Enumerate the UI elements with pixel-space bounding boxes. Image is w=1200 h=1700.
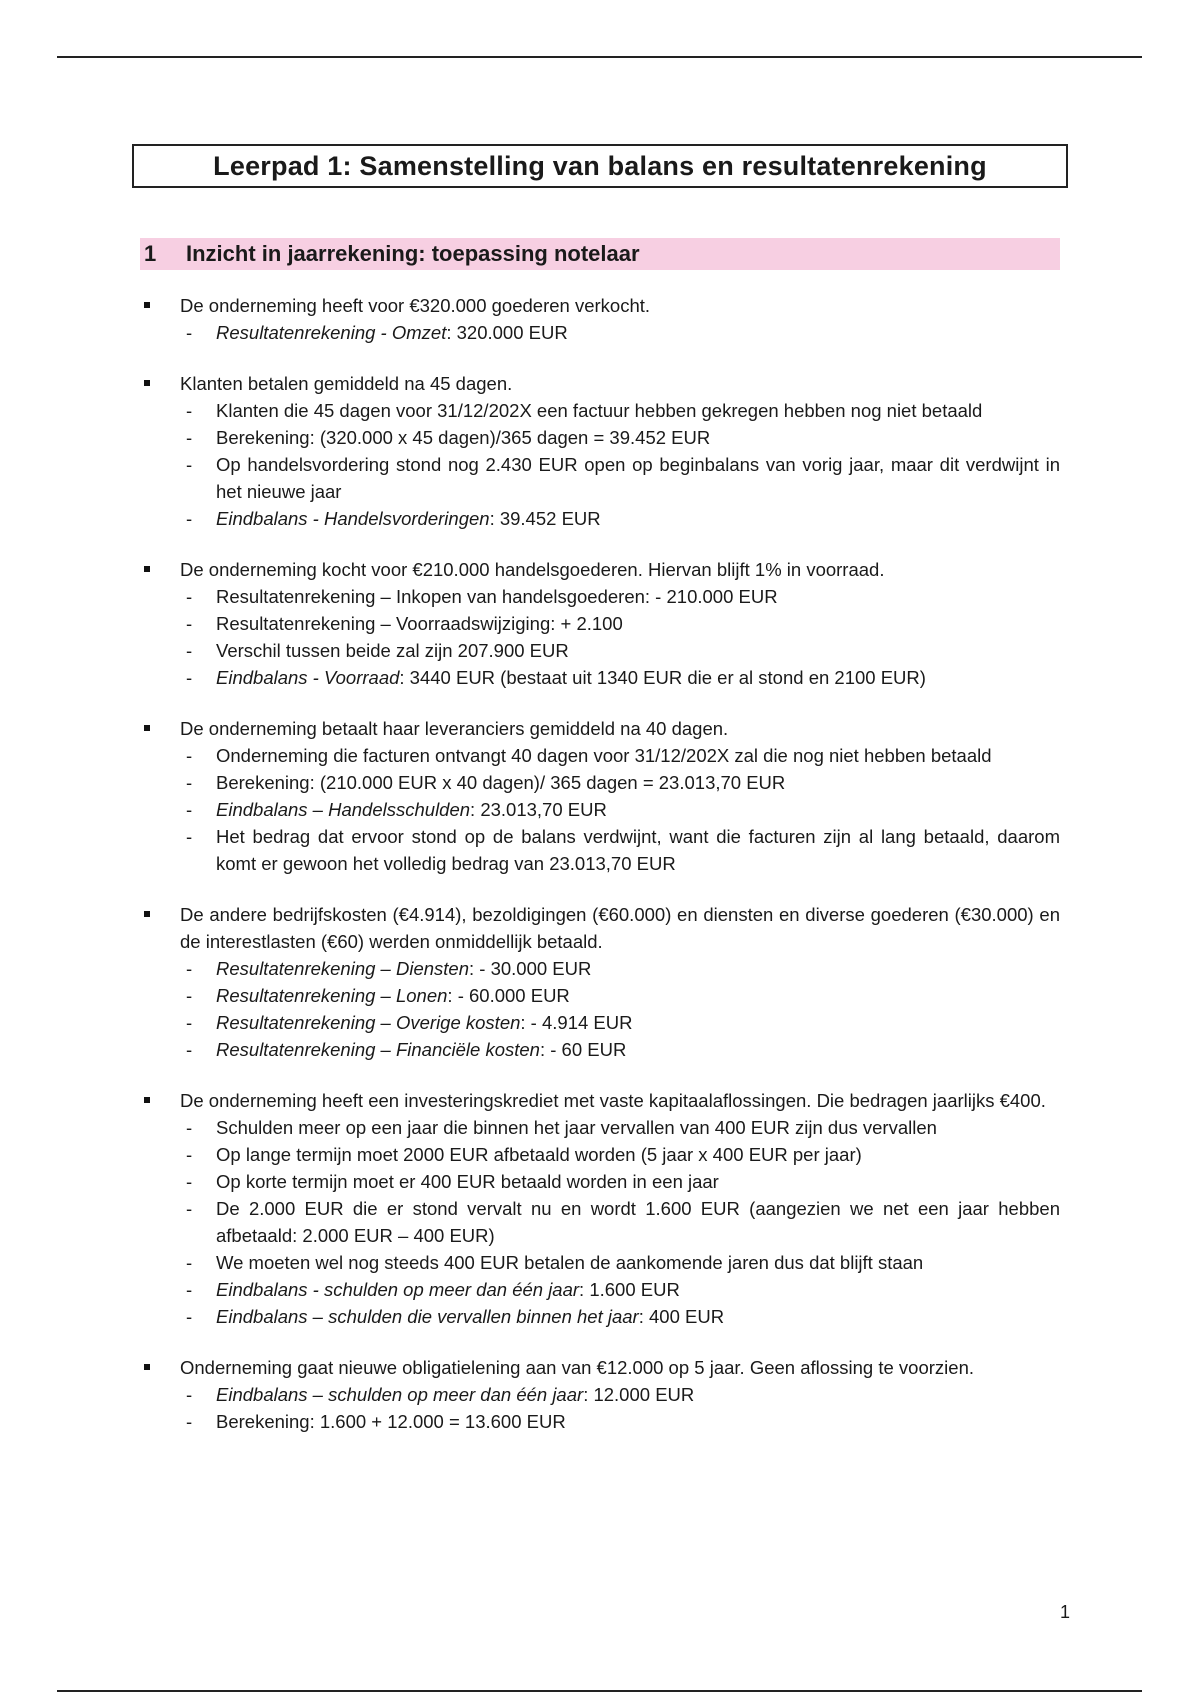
sub-item-text: : 3440 EUR (bestaat uit 1340 EUR die er al stond en 2100 EUR)	[399, 667, 926, 688]
section-number: 1	[144, 241, 157, 266]
header-rule	[57, 56, 1142, 58]
sub-item	[180, 1303, 1060, 1330]
sub-item-label: Eindbalans - Handelsvorderingen	[216, 508, 490, 529]
sub-item-text: Op korte termijn moet er 400 EUR betaald worden in een jaar	[216, 1171, 719, 1192]
sub-item-label: Eindbalans – schulden die vervallen binnen het jaar	[216, 1306, 639, 1327]
sub-item	[180, 769, 1060, 796]
sub-item	[180, 1408, 1060, 1435]
dash-icon: -	[186, 1198, 193, 1219]
bullet-square-icon	[144, 725, 150, 731]
dash-icon: -	[186, 1039, 193, 1060]
bullet-square-icon	[144, 1097, 150, 1103]
bullet-item	[140, 292, 1060, 346]
sub-item-text: : - 60.000 EUR	[447, 985, 570, 1006]
bullet-text: De onderneming heeft voor €320.000 goederen verkocht.	[180, 295, 651, 316]
dash-icon: -	[186, 1117, 193, 1138]
sub-list	[180, 742, 1060, 877]
sub-item-text: Op lange termijn moet 2000 EUR afbetaald worden (5 jaar x 400 EUR per jaar)	[216, 1144, 862, 1165]
page-number: 1	[1059, 1602, 1070, 1622]
dash-icon: -	[186, 322, 193, 343]
sub-item	[180, 319, 1060, 346]
dash-icon: -	[186, 508, 193, 529]
dash-icon: -	[186, 958, 193, 979]
sub-item-text: Resultatenrekening – Voorraadswijziging: + 2.100	[216, 613, 623, 634]
sub-item-label: Eindbalans - Voorraad	[216, 667, 400, 688]
sub-item-text: Berekening: (320.000 x 45 dagen)/365 dagen = 39.452 EUR	[216, 427, 711, 448]
sub-item-label: Resultatenrekening – Diensten	[216, 958, 469, 979]
dash-icon: -	[186, 799, 193, 820]
sub-item	[180, 982, 1060, 1009]
sub-item-text: : 39.452 EUR	[489, 508, 601, 529]
document-body	[140, 292, 1060, 1459]
sub-item	[180, 1141, 1060, 1168]
bullet-text: De andere bedrijfskosten (€4.914), bezoldigingen (€60.000) en diensten en diverse goederen (€30.000) en de interestlasten (€60) werden onmiddellijk betaald.	[180, 904, 1060, 952]
sub-list	[180, 1114, 1060, 1330]
dash-icon: -	[186, 1411, 193, 1432]
sub-list	[180, 397, 1060, 532]
sub-item	[180, 1381, 1060, 1408]
bullet-square-icon	[144, 380, 150, 386]
bullet-item	[140, 1354, 1060, 1435]
sub-item	[180, 823, 1060, 877]
bullet-text: Onderneming gaat nieuwe obligatielening aan van €12.000 op 5 jaar. Geen aflossing te voorzien.	[180, 1357, 975, 1378]
sub-item-label: Resultatenrekening – Overige kosten	[216, 1012, 521, 1033]
sub-item-text: : 400 EUR	[638, 1306, 725, 1327]
sub-item	[180, 796, 1060, 823]
bullet-square-icon	[144, 911, 150, 917]
bullet-square-icon	[144, 566, 150, 572]
dash-icon: -	[186, 1279, 193, 1300]
sub-item-label: Eindbalans - schulden op meer dan één jaar	[216, 1279, 580, 1300]
dash-icon: -	[186, 1012, 193, 1033]
sub-item	[180, 1249, 1060, 1276]
dash-icon: -	[186, 1252, 193, 1273]
sub-item-text: Berekening: 1.600 + 12.000 = 13.600 EUR	[216, 1411, 566, 1432]
sub-list	[180, 319, 1060, 346]
page-title: Leerpad 1: Samenstelling van balans en resultatenrekening	[132, 144, 1068, 188]
sub-item-text: Verschil tussen beide zal zijn 207.900 EUR	[216, 640, 569, 661]
bullet-square-icon	[144, 1364, 150, 1370]
bullet-item	[140, 370, 1060, 532]
sub-item-text: Onderneming die facturen ontvangt 40 dagen voor 31/12/202X zal die nog niet hebben betaald	[216, 745, 992, 766]
section-heading	[140, 238, 1060, 270]
dash-icon: -	[186, 1306, 193, 1327]
footer-rule	[57, 1690, 1142, 1692]
dash-icon: -	[186, 745, 193, 766]
sub-item	[180, 637, 1060, 664]
dash-icon: -	[186, 985, 193, 1006]
sub-list	[180, 1381, 1060, 1435]
sub-item	[180, 664, 1060, 691]
sub-item	[180, 955, 1060, 982]
sub-item-text: : 1.600 EUR	[579, 1279, 680, 1300]
dash-icon: -	[186, 826, 193, 847]
dash-icon: -	[186, 400, 193, 421]
sub-item-label: Resultatenrekening – Financiële kosten	[216, 1039, 540, 1060]
sub-item-text: Berekening: (210.000 EUR x 40 dagen)/ 365 dagen = 23.013,70 EUR	[216, 772, 786, 793]
sub-item-text: De 2.000 EUR die er stond vervalt nu en wordt 1.600 EUR (aangezien we net een jaar hebben afbetaald: 2.000 EUR – 400 EUR)	[216, 1198, 1060, 1246]
bullet-text: De onderneming heeft een investeringskrediet met vaste kapitaalaflossingen. Die bedragen jaarlijks €400.	[180, 1090, 1046, 1111]
sub-item	[180, 583, 1060, 610]
sub-item-label: Resultatenrekening – Lonen	[216, 985, 448, 1006]
dash-icon: -	[186, 1144, 193, 1165]
bullet-item	[140, 715, 1060, 877]
dash-icon: -	[186, 640, 193, 661]
sub-item	[180, 397, 1060, 424]
bullet-item	[140, 1087, 1060, 1330]
sub-item-text: : - 30.000 EUR	[469, 958, 592, 979]
sub-item-label: Resultatenrekening - Omzet	[216, 322, 447, 343]
sub-item-label: Eindbalans – schulden op meer dan één jaar	[216, 1384, 584, 1405]
sub-item-text: : 320.000 EUR	[446, 322, 568, 343]
sub-item	[180, 505, 1060, 532]
bullet-item	[140, 556, 1060, 691]
sub-list	[180, 583, 1060, 691]
dash-icon: -	[186, 1171, 193, 1192]
bullet-square-icon	[144, 302, 150, 308]
sub-item	[180, 451, 1060, 505]
sub-item-text: We moeten wel nog steeds 400 EUR betalen de aankomende jaren dus dat blijft staan	[216, 1252, 924, 1273]
bullet-item	[140, 901, 1060, 1063]
sub-list	[180, 955, 1060, 1063]
sub-item-text: : 23.013,70 EUR	[470, 799, 607, 820]
sub-item	[180, 1036, 1060, 1063]
sub-item-text: Schulden meer op een jaar die binnen het jaar vervallen van 400 EUR zijn dus vervallen	[216, 1117, 937, 1138]
bullet-text: De onderneming betaalt haar leveranciers gemiddeld na 40 dagen.	[180, 718, 729, 739]
dash-icon: -	[186, 772, 193, 793]
dash-icon: -	[186, 613, 193, 634]
dash-icon: -	[186, 667, 193, 688]
dash-icon: -	[186, 586, 193, 607]
bullet-text: De onderneming kocht voor €210.000 handelsgoederen. Hiervan blijft 1% in voorraad.	[180, 559, 885, 580]
sub-item	[180, 1168, 1060, 1195]
sub-item-text: Resultatenrekening – Inkopen van handelsgoederen: - 210.000 EUR	[216, 586, 778, 607]
sub-item	[180, 610, 1060, 637]
sub-item	[180, 1009, 1060, 1036]
sub-item-text: Het bedrag dat ervoor stond op de balans verdwijnt, want die facturen zijn al lang betaald, daarom komt er gewoon het volledig bedrag van 23.013,70 EUR	[216, 826, 1060, 874]
sub-item	[180, 1195, 1060, 1249]
sub-item-text: : 12.000 EUR	[583, 1384, 695, 1405]
dash-icon: -	[186, 427, 193, 448]
sub-item-text: Klanten die 45 dagen voor 31/12/202X een factuur hebben gekregen hebben nog niet betaald	[216, 400, 983, 421]
bullet-text: Klanten betalen gemiddeld na 45 dagen.	[180, 373, 513, 394]
sub-item-text: : - 60 EUR	[539, 1039, 627, 1060]
sub-item	[180, 1114, 1060, 1141]
section-title: Inzicht in jaarrekening: toepassing notelaar	[186, 241, 640, 266]
sub-item-label: Eindbalans – Handelsschulden	[216, 799, 471, 820]
sub-item	[180, 1276, 1060, 1303]
sub-item-text: : - 4.914 EUR	[520, 1012, 633, 1033]
sub-item-text: Op handelsvordering stond nog 2.430 EUR open op beginbalans van vorig jaar, maar dit verdwijnt in het nieuwe jaar	[216, 454, 1060, 502]
sub-item	[180, 742, 1060, 769]
sub-item	[180, 424, 1060, 451]
dash-icon: -	[186, 454, 193, 475]
dash-icon: -	[186, 1384, 193, 1405]
